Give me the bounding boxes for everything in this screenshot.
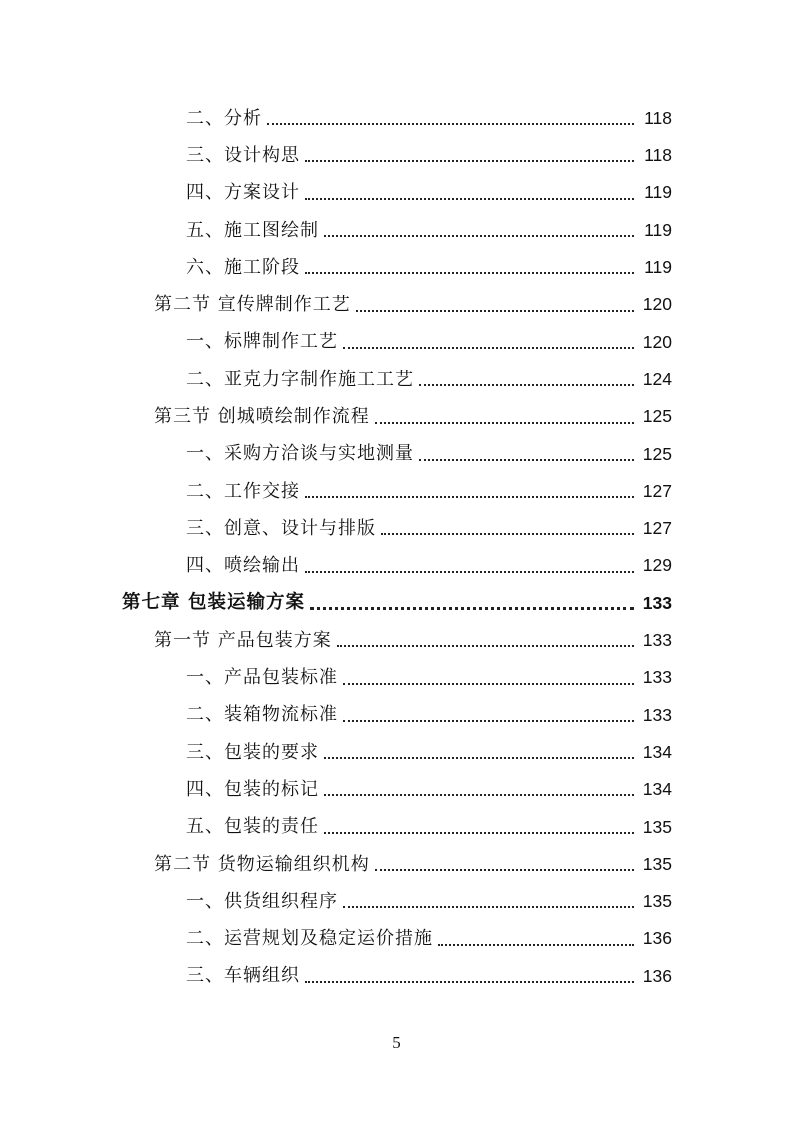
toc-entry[interactable]: [0, 548, 793, 585]
toc-entry-title: 四、方案设计: [186, 182, 300, 204]
toc-entry[interactable]: [0, 212, 793, 249]
toc-dot-leader: [337, 644, 634, 647]
page-number: 5: [392, 1033, 401, 1052]
toc-dot-leader: [324, 831, 634, 834]
toc-entry-title: 二、分析: [186, 107, 262, 129]
toc-dot-leader: [305, 980, 634, 983]
toc-entry-page: 124: [642, 368, 672, 389]
toc-entry-page: 135: [642, 853, 672, 874]
toc-section-entry[interactable]: [0, 846, 793, 883]
toc-entry-title: 第三节 创城喷绘制作流程: [154, 406, 370, 428]
toc-entry[interactable]: [0, 137, 793, 174]
toc-entry-page: 118: [644, 107, 672, 128]
toc-dot-leader: [310, 606, 634, 610]
toc-entry-title: 一、采购方洽谈与实地测量: [186, 443, 414, 465]
toc-entry-page: 119: [644, 219, 672, 240]
toc-entry-title: 一、标牌制作工艺: [186, 331, 338, 353]
toc-entry[interactable]: [0, 100, 793, 137]
toc-dot-leader: [305, 570, 634, 573]
toc-dot-leader: [324, 234, 634, 237]
toc-entry-page: 120: [642, 331, 672, 352]
toc-dot-leader: [375, 868, 634, 871]
toc-entry-title: 第七章 包装运输方案: [122, 592, 305, 614]
toc-entry-page: 129: [642, 555, 672, 576]
toc-dot-leader: [419, 458, 634, 461]
toc-entry-page: 135: [642, 891, 672, 912]
toc-dot-leader: [305, 159, 634, 162]
toc-entry-title: 一、供货组织程序: [186, 890, 338, 912]
toc-section-entry[interactable]: [0, 286, 793, 323]
toc-dot-leader: [305, 197, 634, 200]
toc-entry-page: 127: [642, 480, 672, 501]
toc-entry[interactable]: [0, 361, 793, 398]
toc-entry-title: 三、设计构思: [186, 144, 300, 166]
toc-chapter-entry[interactable]: [0, 585, 793, 622]
toc-dot-leader: [343, 905, 634, 908]
toc-entry-page: 136: [642, 965, 672, 986]
toc-entry[interactable]: [0, 175, 793, 212]
toc-entry-title: 六、施工阶段: [186, 256, 300, 278]
toc-dot-leader: [381, 532, 634, 535]
toc-dot-leader: [375, 421, 634, 424]
toc-entry-title: 三、包装的要求: [186, 741, 319, 763]
toc-entry-page: 135: [642, 816, 672, 837]
toc-entry-title: 二、运营规划及稳定运价措施: [186, 928, 433, 950]
toc-entry-page: 134: [642, 779, 672, 800]
toc-entry-title: 三、车辆组织: [186, 965, 300, 987]
toc-dot-leader: [305, 271, 634, 274]
toc-entry-title: 二、装箱物流标准: [186, 704, 338, 726]
toc-entry-title: 第一节 产品包装方案: [154, 629, 332, 651]
toc-section-entry[interactable]: [0, 622, 793, 659]
toc-dot-leader: [324, 756, 634, 759]
toc-entry-title: 三、创意、设计与排版: [186, 517, 376, 539]
toc-entry-page: 134: [642, 741, 672, 762]
toc-dot-leader: [267, 122, 634, 125]
toc-entry-page: 119: [644, 257, 672, 278]
toc-entry[interactable]: [0, 697, 793, 734]
toc-entry-title: 二、工作交接: [186, 480, 300, 502]
toc-dot-leader: [343, 346, 634, 349]
toc-entry-page: 120: [642, 294, 672, 315]
toc-entry-page: 119: [644, 182, 672, 203]
toc-entry-title: 第二节 货物运输组织机构: [154, 853, 370, 875]
toc-entry-title: 一、产品包装标准: [186, 667, 338, 689]
toc-entry-page: 136: [642, 928, 672, 949]
toc-section-entry[interactable]: [0, 398, 793, 435]
toc-dot-leader: [419, 383, 634, 386]
toc-entry-page: 125: [642, 443, 672, 464]
toc-dot-leader: [343, 719, 634, 722]
toc-entry[interactable]: [0, 809, 793, 846]
toc-entry[interactable]: [0, 734, 793, 771]
toc-dot-leader: [356, 309, 634, 312]
toc-entry-title: 五、包装的责任: [186, 816, 319, 838]
toc-entry-page: 133: [642, 704, 672, 725]
toc-entry[interactable]: [0, 921, 793, 958]
toc-entry-title: 二、亚克力字制作施工工艺: [186, 368, 414, 390]
toc-dot-leader: [324, 793, 634, 796]
table-of-contents: [0, 100, 793, 995]
toc-dot-leader: [438, 943, 634, 946]
toc-entry-title: 四、喷绘输出: [186, 555, 300, 577]
toc-entry[interactable]: [0, 771, 793, 808]
toc-entry[interactable]: [0, 659, 793, 696]
toc-entry-page: 127: [642, 518, 672, 539]
toc-entry[interactable]: [0, 249, 793, 286]
toc-entry-page: 133: [642, 667, 672, 688]
toc-entry-page: 118: [644, 145, 672, 166]
toc-entry-title: 四、包装的标记: [186, 778, 319, 800]
toc-entry[interactable]: [0, 436, 793, 473]
toc-entry[interactable]: [0, 883, 793, 920]
toc-entry-title: 第二节 宣传牌制作工艺: [154, 294, 351, 316]
toc-entry[interactable]: [0, 510, 793, 547]
toc-entry[interactable]: [0, 324, 793, 361]
toc-dot-leader: [343, 682, 634, 685]
toc-entry-page: 125: [642, 406, 672, 427]
toc-dot-leader: [305, 495, 634, 498]
toc-entry[interactable]: [0, 473, 793, 510]
toc-entry-title: 五、施工图绘制: [186, 219, 319, 241]
toc-entry[interactable]: [0, 958, 793, 995]
toc-entry-page: 133: [642, 630, 672, 651]
toc-entry-page: 133: [642, 592, 672, 613]
